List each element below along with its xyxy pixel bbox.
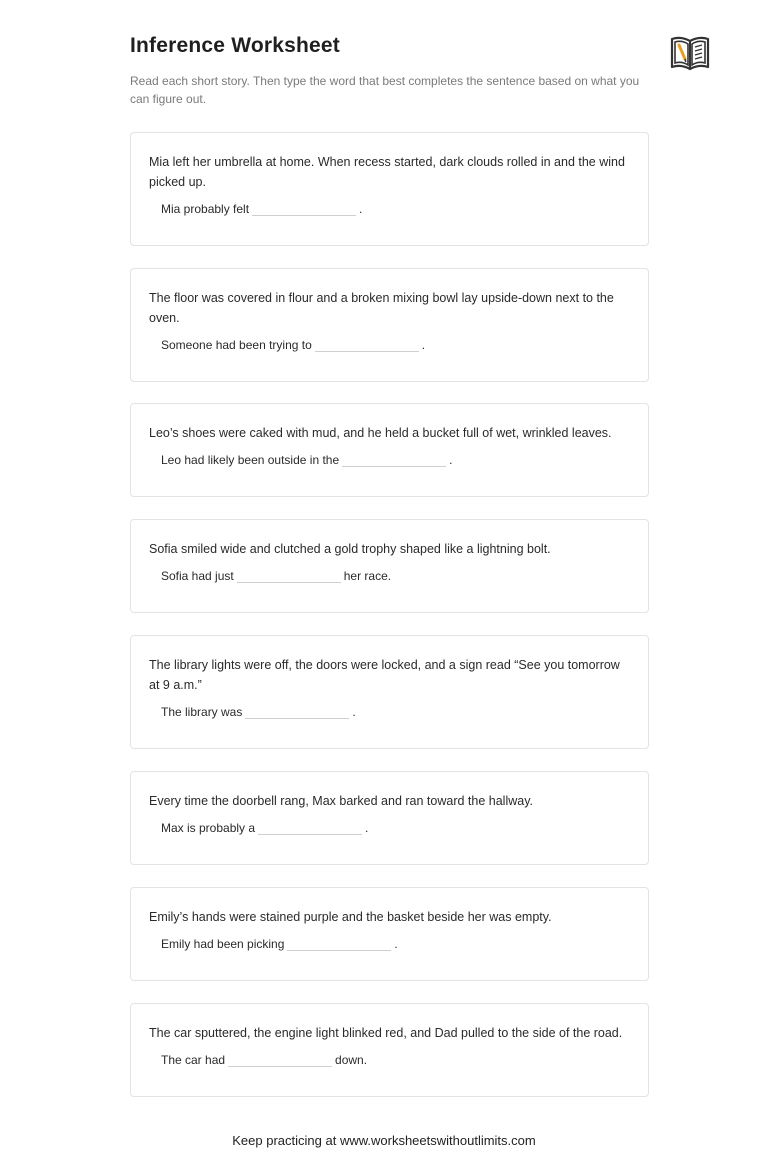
sentence-end: .	[449, 453, 453, 467]
sentence-start: Max is probably a	[161, 821, 256, 835]
sentence-end: down.	[335, 1053, 368, 1067]
answer-sentence	[161, 820, 368, 835]
question-card	[130, 519, 649, 613]
sentence-start: Emily had been picking	[161, 937, 285, 951]
page-title: Inference Worksheet	[130, 34, 340, 57]
question-card	[130, 771, 649, 865]
sentence-start: The car had	[161, 1053, 226, 1067]
answer-sentence	[161, 201, 362, 216]
story-text: Mia left her umbrella at home. When recess started, dark clouds rolled in and the wind picked up.	[149, 155, 625, 189]
sentence-start: Mia probably felt	[161, 202, 250, 216]
answer-field[interactable]	[258, 820, 362, 835]
answer-field[interactable]	[228, 1052, 332, 1067]
question-card	[130, 403, 649, 497]
question-card	[130, 132, 649, 246]
footer-text: Keep practicing at www.worksheetswithoutlimits.com	[232, 1133, 536, 1148]
answer-sentence	[161, 936, 398, 951]
story-text: Every time the doorbell rang, Max barked and ran toward the hallway.	[149, 794, 533, 808]
sentence-start: Someone had been trying to	[161, 338, 312, 352]
question-card	[130, 268, 649, 382]
sentence-start: Sofia had just	[161, 569, 234, 583]
open-book-icon	[669, 33, 711, 73]
sentence-end: .	[365, 821, 369, 835]
answer-field[interactable]	[245, 704, 349, 719]
answer-sentence	[161, 452, 452, 467]
answer-field[interactable]	[237, 568, 341, 583]
sentence-start: Leo had likely been outside in the	[161, 453, 340, 467]
sentence-start: The library was	[161, 705, 243, 719]
instructions-text: Read each short story. Then type the word that best completes the sentence based on what you can figure out.	[130, 74, 640, 106]
answer-sentence	[161, 704, 356, 719]
sentence-end: .	[359, 202, 363, 216]
sentence-end: .	[352, 705, 356, 719]
story-text: The car sputtered, the engine light blinked red, and Dad pulled to the side of the road.	[149, 1026, 623, 1040]
question-card	[130, 1003, 649, 1097]
story-text: The floor was covered in flour and a broken mixing bowl lay upside-down next to the oven.	[149, 291, 614, 325]
answer-field[interactable]	[252, 201, 356, 216]
story-text: The library lights were off, the doors were locked, and a sign read “See you tomorrow at 9 a.m.”	[149, 658, 620, 692]
answer-sentence	[161, 337, 425, 352]
question-card	[130, 635, 649, 749]
sentence-end: .	[421, 338, 426, 352]
story-text: Emily’s hands were stained purple and the basket beside her was empty.	[149, 910, 552, 924]
story-text: Leo’s shoes were caked with mud, and he held a bucket full of wet, wrinkled leaves.	[149, 426, 612, 440]
sentence-end: her race.	[343, 569, 392, 583]
question-card	[130, 887, 649, 981]
answer-field[interactable]	[342, 452, 446, 467]
answer-sentence	[161, 1052, 367, 1067]
answer-sentence	[161, 568, 391, 583]
answer-field[interactable]	[287, 936, 391, 951]
sentence-end: .	[394, 937, 398, 951]
story-text: Sofia smiled wide and clutched a gold trophy shaped like a lightning bolt.	[149, 542, 551, 556]
worksheet-header	[130, 34, 640, 108]
answer-field[interactable]	[315, 337, 419, 352]
